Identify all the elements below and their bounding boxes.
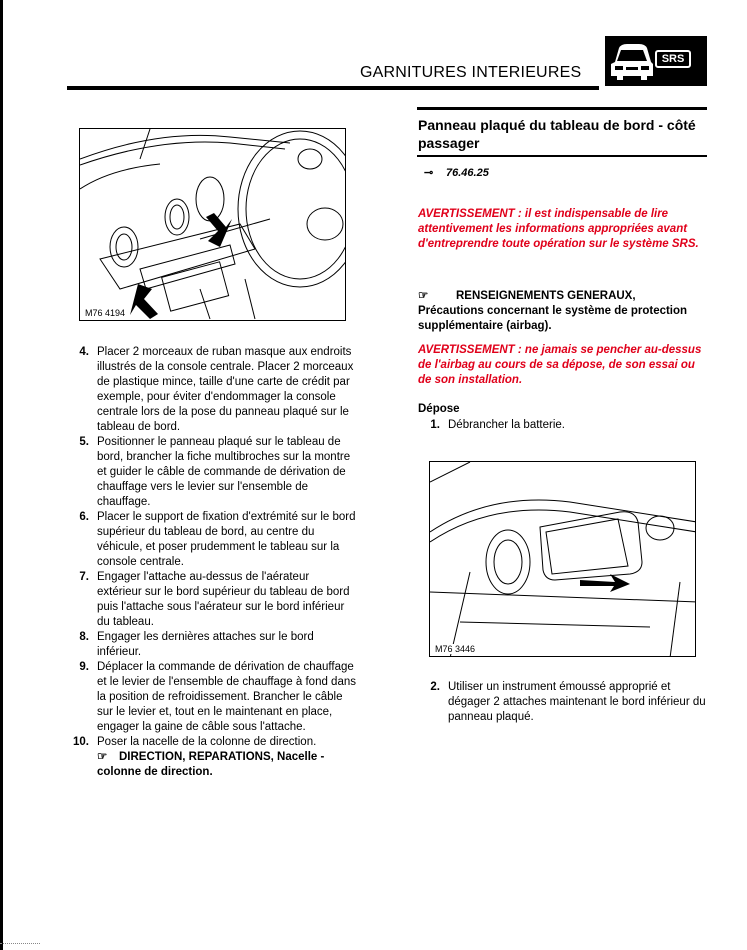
header-rule xyxy=(67,86,599,90)
list-item: 6. Placer le support de fixation d'extrémité sur le bord supérieur du tableau de bord, au centre du véhicule, et poser prudemment le tableau sur la console centrale. xyxy=(79,511,356,568)
srs-warning: AVERTISSEMENT : il est indispensable de lire attentivement les informations appropriées avant d'entreprendre toute opération sur le système SRS. xyxy=(418,208,699,250)
airbag-warning: AVERTISSEMENT : ne jamais se pencher au-dessus de l'airbag au cours de sa dépose, de son essai ou de son installation. xyxy=(418,344,702,386)
srs-badge: SRS xyxy=(655,50,691,68)
figure-label: M76 4194 xyxy=(85,308,126,318)
depose-heading: Dépose xyxy=(418,403,460,415)
section-rule-bottom xyxy=(417,155,707,157)
section-title: Panneau plaqué du tableau de bord - côté passager xyxy=(418,117,696,151)
list-item: 9. Déplacer la commande de dérivation de chauffage et le levier de l'ensemble de chauffage à fond dans la position de refroidissement. Brancher le câble sur le levier et, tout en le maintenant en place, engager la gaine de câble sous l'attache. xyxy=(79,661,356,733)
list-item: 8. Engager les dernières attaches sur le bord inférieur. xyxy=(79,631,314,658)
dashboard-illustration xyxy=(80,129,346,321)
figure-passenger-panel xyxy=(429,461,696,657)
pointing-hand-icon: ☞ xyxy=(97,751,108,763)
section-rule-top xyxy=(417,107,707,110)
passenger-panel-illustration xyxy=(430,462,696,657)
figure-dashboard-console xyxy=(79,128,346,321)
wrench-icon: ⊸ xyxy=(424,167,434,179)
list-item: 2. Utiliser un instrument émoussé approprié et dégager 2 attaches maintenant le bord inférieur du panneau plaqué. xyxy=(430,681,706,723)
pointing-hand-icon: ☞ xyxy=(418,290,429,302)
operation-code: ⊸ 76.46.25 xyxy=(424,167,489,179)
list-item: 5. Positionner le panneau plaqué sur le tableau de bord, brancher la fiche multibroches sur la montre et guider le câble de commande de dérivation de chauffage vers le levier sur l'ensemble de chauffage. xyxy=(79,436,351,508)
page-edge xyxy=(0,0,3,950)
page-bottom-mark xyxy=(0,943,40,945)
left-step-list xyxy=(67,345,357,780)
list-item: 1. Débrancher la batterie. xyxy=(430,419,565,431)
figure-label: M76 3446 xyxy=(435,644,476,654)
cross-reference[interactable]: ☞ DIRECTION, REPARATIONS, Nacelle - colonne de direction. xyxy=(97,751,325,778)
list-item: 10. Poser la nacelle de la colonne de direction. ☞ DIRECTION, REPARATIONS, Nacelle - colonne de direction. xyxy=(67,735,357,780)
page-header-title: GARNITURES INTERIEURES xyxy=(360,64,582,81)
general-info-reference[interactable]: ☞ RENSEIGNEMENTS GENERAUX, Précautions concernant le système de protection supplémentaire (airbag). xyxy=(418,290,688,332)
right-step-list xyxy=(418,418,708,433)
list-item: 4. Placer 2 morceaux de ruban masque aux endroits illustrés de la console centrale. Placer 2 morceaux de plastique mince, taille d'une carte de crédit par exemple, pour éviter d'endommager la console centrale lors de la pose du panneau plaqué sur le tableau de bord. xyxy=(79,346,354,433)
right-step-list-2 xyxy=(418,680,708,725)
car-front-icon xyxy=(609,40,655,84)
list-item: 7. Engager l'attache au-dessus de l'aérateur extérieur sur le bord supérieur du tableau de bord puis l'attache sous l'aérateur sur le bord inférieur du tableau. xyxy=(79,571,350,628)
